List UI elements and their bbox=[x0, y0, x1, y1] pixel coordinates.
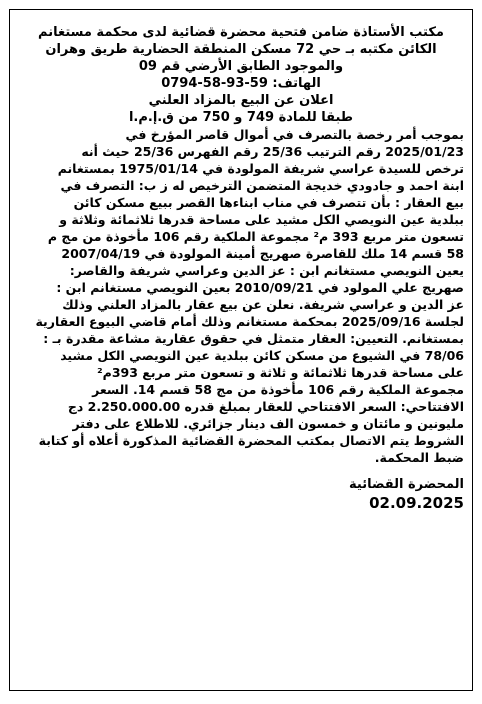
body-line: تسعون متر مربع 393 م² مجموعة الملكية رقم 106 مأخوذة من مج م bbox=[47, 229, 464, 244]
office-name: مكتب الأستاذة ضامن فتحية محضرة قضائية لدى محكمة مستغانم bbox=[38, 25, 444, 40]
body-line: يعين النويصي مستغانم ابن : عز الدين وعراسي شريفة والقاصر: bbox=[69, 263, 464, 278]
office-floor: والموجود الطابق الأرضي قم 09 bbox=[138, 59, 344, 74]
legal-basis: طبقا للمادة 749 و 750 من ق.إ.م.ا bbox=[128, 110, 354, 125]
office-address: الكائن مكتبه بـ حي 72 مسكن المنطقة الحضارية طريق وهران bbox=[45, 42, 437, 57]
body-line: على مساحة قدرها ثلاثمائة و ثلاثة و تسعون متر مربع 393م² bbox=[97, 365, 464, 380]
notice-footer bbox=[18, 476, 464, 512]
body-line: ببلدية عين النويصي الكل مشيد على مساحة قدرها ثلاثمائة وثلاثة و bbox=[59, 212, 464, 227]
body-line: 58 قسم 14 ملك للقاصرة صهريج أمينة المولودة في 2007/04/19 bbox=[61, 246, 464, 261]
body-line: بمستغانم. التعيين: العقار متمثل في حقوق عقارية مشاعة مقدرة بـ : bbox=[43, 331, 464, 346]
notice-header bbox=[18, 24, 464, 126]
notice-title: اعلان عن البيع بالمزاد العلني bbox=[148, 93, 334, 108]
body-line: مليونين و مائتان و خمسون الف دينار جزائري. للاطلاع على دفتر bbox=[72, 416, 464, 431]
body-line: صهريج علي المولود في 2010/09/21 بعين النويصي مستغانم ابن : bbox=[56, 280, 464, 295]
office-phone: الهاتف: 59-93-58-0794 bbox=[161, 76, 321, 91]
body-line: بيع العقار : بأن تتصرف في مناب ابناءها القصر ببيع مسكن كائن bbox=[73, 195, 464, 210]
body-line: بموجب أمر رخصة بالتصرف في أموال قاصر المؤرخ في bbox=[125, 127, 464, 142]
body-line: لجلسة 2025/09/16 بمحكمة مستغانم وذلك أمام قاضي البيوع العقارية bbox=[35, 314, 464, 329]
body-line: مجموعة الملكية رقم 106 مأخوذة من مج 58 قسم 14. السعر bbox=[92, 382, 464, 397]
body-line: 2025/01/23 رقم الترتيب 25/36 رقم الفهرس 25/36 حيث أنه bbox=[81, 144, 464, 159]
body-line: الافتتاحي: السعر الافتتاحي للعقار بمبلغ قدره 2.250.000.00 دج bbox=[67, 399, 464, 414]
body-line: الشروط يتم الاتصال بمكتب المحضرة القضائية المذكورة أعلاه أو كتابة bbox=[38, 433, 464, 448]
body-line: عز الدين و عراسي شريفة. نعلن عن بيع عقار بالمزاد العلني وذلك bbox=[62, 297, 464, 312]
signature-title: المحضرة القضائية bbox=[349, 477, 464, 492]
legal-notice bbox=[9, 9, 473, 691]
body-line: ابنة احمد و جادودي خديجة المتضمن الترخيص له ز ب: التصرف في bbox=[60, 178, 464, 193]
body-line: ترخص للسيدة عراسي شريفة المولودة في 1975/01/14 بمستغانم bbox=[57, 161, 464, 176]
body-line: 78/06 في الشيوع من مسكن كائن ببلدية عين النويصي الكل مشيد bbox=[60, 348, 464, 363]
notice-body bbox=[18, 126, 464, 466]
body-line: ضبط المحكمة. bbox=[374, 450, 464, 465]
notice-date: 02.09.2025 bbox=[369, 494, 464, 512]
